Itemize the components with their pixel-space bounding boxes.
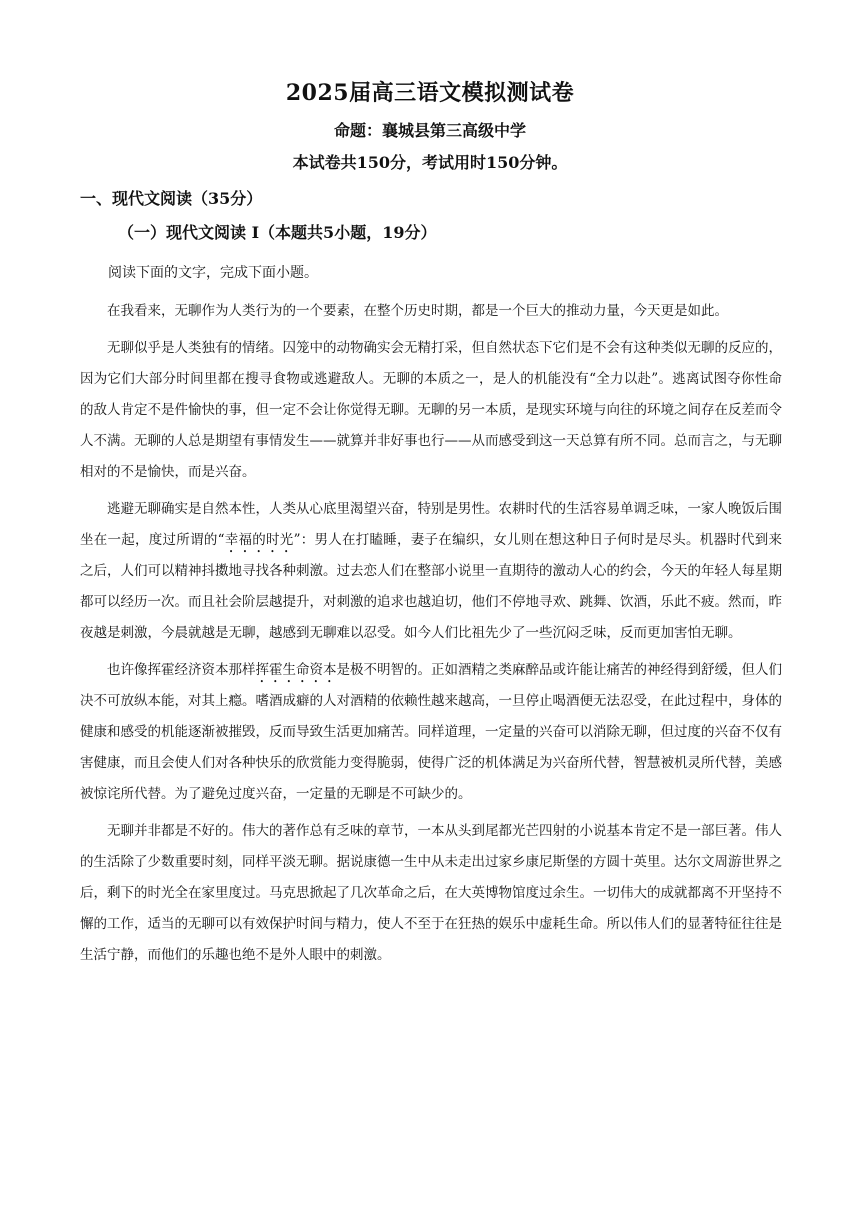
passage-paragraph-4 bbox=[80, 655, 782, 810]
section-heading: 一、现代文阅读（35分） bbox=[80, 189, 263, 208]
paragraph-4-text-after: 是极不明智的。正如酒精之类麻醉品或许能让痛苦的神经得到舒缓，但人们决不可放纵本能，对其上瘾。嗜酒成癖的人对酒精的依赖性越来越高，一旦停止喝酒便无法忍受，在此过程中，身体的健康和感受的机能逐渐被摧毁，反而导致生活更加痛苦。同样道理，一定量的兴奋可以消除无聊，但过度的兴奋不仅有害健康，而且会使人们对各种快乐的欣赏能力变得脆弱，使得广泛的机体满足为兴奋所代替，智慧被机灵所代替，美感被惊诧所代替。为了避免过度兴奋，一定量的无聊是不可缺少的。 bbox=[80, 662, 782, 802]
paragraph-4-text-before: 也许像挥霍经济资本那样 bbox=[107, 662, 256, 678]
emphasized-phrase-happy-times: 幸福的时光 bbox=[224, 532, 294, 548]
passage-paragraph-2: 无聊似乎是人类独有的情绪。囚笼中的动物确实会无精打采，但自然状态下它们是不会有这种类似无聊的反应的，因为它们大部分时间里都在搜寻食物或逃避敌人。无聊的本质之一，是人的机能没有“全力以赴”。逃离试图夺你性命的敌人肯定不是件愉快的事，但一定不会让你觉得无聊。无聊的另一本质，是现实环境与向往的环境之间存在反差而令人不满。无聊的人总是期望有事情发生——就算并非好事也行——从而感受到这一天总算有所不同。总而言之，与无聊相对的不是愉快，而是兴奋。 bbox=[80, 340, 782, 480]
exam-title: 2025届高三语文模拟测试卷 bbox=[285, 80, 575, 106]
passage-paragraph-1: 在我看来，无聊作为人类行为的一个要素，在整个历史时期，都是一个巨大的推动力量，今天更是如此。 bbox=[107, 303, 728, 319]
reading-instruction: 阅读下面的文字，完成下面小题。 bbox=[108, 265, 318, 281]
passage-paragraph-5: 无聊并非都是不好的。伟大的著作总有乏味的章节，一本从头到尾都光芒四射的小说基本肯定不是一部巨著。伟人的生活除了少数重要时刻，同样平淡无聊。据说康德一生中从未走出过家乡康尼斯堡的方圆十英里。达尔文周游世界之后，剩下的时光全在家里度过。马克思掀起了几次革命之后，在大英博物馆度过余生。一切伟大的成就都离不开坚持不懈的工作，适当的无聊可以有效保护时间与精力，使人不至于在狂热的娱乐中虚耗生命。所以伟人们的显著特征往往是生活宁静，而他们的乐趣也绝不是外人眼中的刺激。 bbox=[80, 823, 782, 963]
passage-paragraph-3 bbox=[80, 494, 782, 649]
paragraph-3-text-after: ”：男人在打瞌睡，妻子在编织，女儿则在想这种日子何时是尽头。机器时代到来之后，人们可以精神抖擞地寻找各种刺激。过去恋人们在整部小说里一直期待的激动人心的约会，今天的年轻人每星期都可以经历一次。而且社会阶层越提升，对刺激的追求也越迫切，他们不停地寻欢、跳舞、饮酒，乐此不疲。然而，昨夜越是刺激，今晨就越是无聊，越感到无聊难以忍受。如今人们比祖先少了一些沉闷乏味，反而更加害怕无聊。 bbox=[80, 532, 783, 641]
author-line: 命题：襄城县第三高级中学 bbox=[333, 121, 526, 140]
emphasized-phrase-life-capital: 挥霍生命资本 bbox=[255, 662, 337, 678]
subsection-heading: （一）现代文阅读 I（本题共5小题，19分） bbox=[118, 223, 437, 242]
passage-body bbox=[80, 296, 782, 977]
paragraph-3-text-before: 逃避无聊确实是自然本性，人类从心底里渴望兴奋，特别是男性。农耕时代的生活容易单调乏味，一家人晚饭后围坐在一起，度过所谓的“ bbox=[80, 501, 782, 548]
exam-info-line: 本试卷共150分，考试用时150分钟。 bbox=[292, 153, 568, 172]
